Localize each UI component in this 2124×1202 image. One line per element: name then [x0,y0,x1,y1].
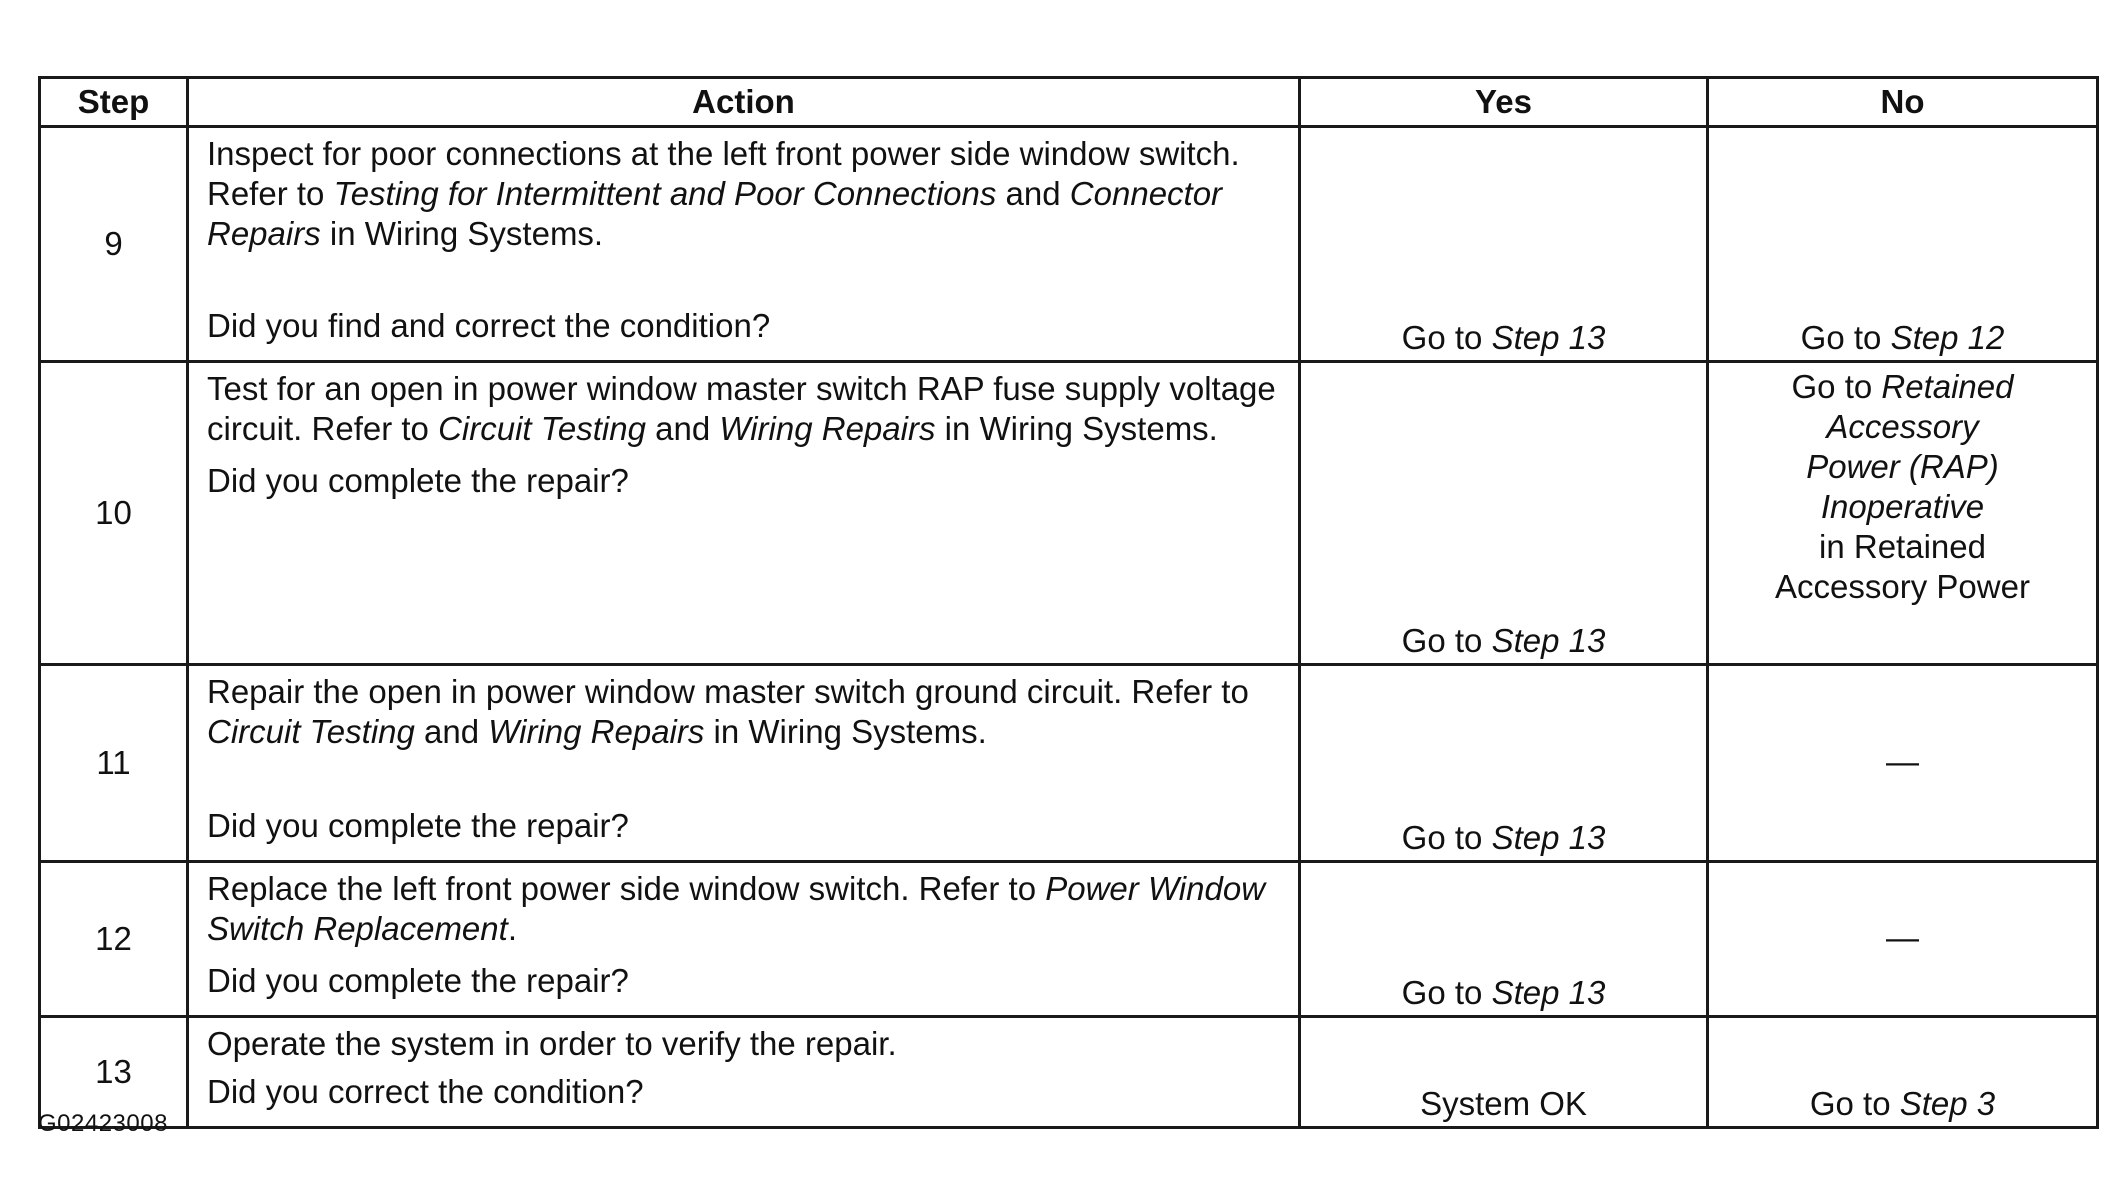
action-reference: Wiring Repairs [719,410,936,447]
action-reference: Circuit Testing [207,713,415,750]
yes-reference: Step 13 [1491,819,1606,856]
action-reference: Circuit Testing [438,410,646,447]
action-question: Did you find and correct the condition? [207,307,771,344]
no-line [1709,367,2096,407]
action-cell [188,862,1300,1017]
table-row [40,665,2098,862]
table-row [40,362,2098,665]
yes-text: Go to [1401,622,1492,659]
header-yes: Yes [1300,78,1708,127]
action-text: in Wiring Systems. [320,215,604,252]
no-cell [1708,127,2098,362]
no-reference: Step 3 [1899,1085,1996,1122]
table-header-row [40,78,2098,127]
action-reference: Wiring Repairs [488,713,705,750]
action-cell [188,665,1300,862]
yes-reference: Step 13 [1491,319,1606,356]
action-reference: Connector Repairs [207,175,1223,252]
no-cell [1708,362,2098,665]
yes-text: Go to [1401,819,1492,856]
header-no: No [1708,78,2098,127]
step-number: 13 [40,1017,188,1128]
no-reference: Accessory [1826,408,1979,445]
no-text: Go to [1791,368,1882,405]
header-step: Step [40,78,188,127]
action-question: Did you complete the repair? [207,462,629,499]
action-instruction [207,869,1284,949]
yes-text: System OK [1420,1085,1587,1122]
yes-cell [1300,665,1708,862]
action-cell [188,1017,1300,1128]
action-instruction [207,369,1284,449]
action-reference: Power Window Switch Replacement [207,870,1266,947]
action-text: and [996,175,1070,212]
action-text: . [507,910,517,947]
action-instruction [207,134,1284,254]
action-text: Test for an open in power window master switch RAP fuse supply voltage circuit. Refer to [207,370,1276,447]
yes-cell [1300,862,1708,1017]
yes-cell [1300,127,1708,362]
no-text: Go to [1800,319,1891,356]
header-action: Action [188,78,1300,127]
no-reference: Inoperative [1820,488,1985,525]
no-text: Go to [1809,1085,1900,1122]
step-number: 9 [40,127,188,362]
action-instruction [207,672,1284,752]
action-text: Inspect for poor connections at the left front power side window switch. Refer to [207,135,1240,212]
step-number: 10 [40,362,188,665]
table-row [40,127,2098,362]
action-question: Did you complete the repair? [207,807,629,844]
no-text: Accessory Power [1775,568,2030,605]
action-question: Did you correct the condition? [207,1073,644,1110]
action-reference: Testing for Intermittent and Poor Connections [333,175,997,212]
action-cell [188,127,1300,362]
no-dash: — [1886,743,1919,780]
action-text: and [414,713,489,750]
no-reference: Retained [1881,368,2014,405]
no-cell [1708,862,2098,1017]
action-question: Did you complete the repair? [207,962,629,999]
no-text: in Retained [1819,528,1986,565]
action-instruction: Operate the system in order to verify the repair. [207,1025,897,1062]
no-reference: Power (RAP) [1806,448,1999,485]
step-number: 11 [40,665,188,862]
table-row [40,862,2098,1017]
yes-text: Go to [1401,319,1492,356]
action-cell [188,362,1300,665]
diagnostic-table [38,76,2099,1129]
step-number: 12 [40,862,188,1017]
action-text: in Wiring Systems. [935,410,1218,447]
figure-id: G02423008 [38,1110,168,1137]
action-text: and [645,410,720,447]
yes-reference: Step 13 [1491,974,1606,1011]
yes-cell [1300,1017,1708,1128]
no-cell [1708,665,2098,862]
no-cell [1708,1017,2098,1128]
yes-cell [1300,362,1708,665]
no-reference: Step 12 [1890,319,2005,356]
action-text: Repair the open in power window master switch ground circuit. Refer to [207,673,1249,710]
action-text: Replace the left front power side window switch. Refer to [207,870,1046,907]
table-row [40,1017,2098,1128]
no-dash: — [1886,919,1919,956]
yes-reference: Step 13 [1491,622,1606,659]
yes-text: Go to [1401,974,1492,1011]
action-text: in Wiring Systems. [704,713,987,750]
